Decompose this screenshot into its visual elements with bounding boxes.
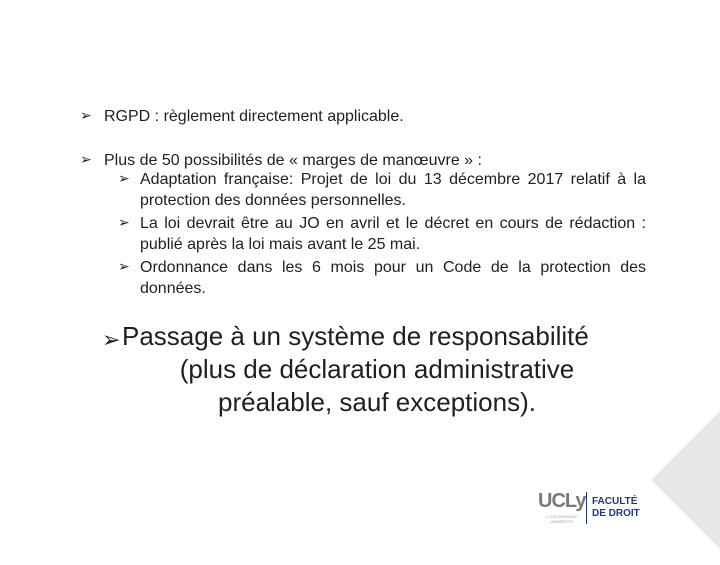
sub-bullet-text: Ordonnance dans les 6 mois pour un Code de la protection des données. — [140, 259, 646, 297]
ucly-faculte-de-droit-logo — [538, 490, 648, 526]
highlight-line-1: Passage à un système de responsabilité — [122, 321, 589, 351]
sub-bullet-text: Adaptation française: Projet de loi du 13 décembre 2017 relatif à la protection des données personnelles. — [140, 171, 646, 209]
decorative-corner-shape — [651, 395, 720, 565]
logo-brand: UCLy — [538, 490, 586, 512]
highlight-statement — [102, 320, 642, 419]
logo-faculty-line-1: FACULTÉ — [592, 496, 638, 507]
sub-bullet-ordonnance — [118, 257, 646, 299]
highlight-line-3: préalable, sauf exceptions). — [218, 387, 536, 417]
logo-faculty-line-2: DE DROIT — [592, 508, 640, 519]
arrow-bullet-icon: ➢ — [102, 328, 121, 353]
logo-separator — [586, 492, 587, 524]
logo-faculty — [592, 496, 640, 520]
logo-tagline: LYON CATHOLIC UNIVERSITY — [546, 514, 578, 524]
highlight-line-2: (plus de déclaration administrative — [179, 354, 575, 384]
arrow-bullet-icon: ➢ — [80, 108, 92, 124]
arrow-bullet-icon: ➢ — [118, 215, 130, 231]
arrow-bullet-icon: ➢ — [118, 171, 130, 187]
bullet-rgpd — [80, 106, 640, 127]
bullet-text: RGPD : règlement directement applicable. — [104, 108, 404, 125]
arrow-bullet-icon: ➢ — [118, 259, 130, 275]
sub-bullet-text: La loi devrait être au JO en avril et le décret en cours de rédaction : publié après la loi mais avant le 25 mai. — [140, 215, 646, 253]
sub-bullet-loi — [118, 213, 646, 255]
sub-bullet-adaptation — [118, 169, 646, 211]
bullet-marges — [80, 150, 640, 171]
arrow-bullet-icon: ➢ — [80, 152, 92, 168]
bullet-text: Plus de 50 possibilités de « marges de manœuvre » : — [104, 152, 482, 169]
